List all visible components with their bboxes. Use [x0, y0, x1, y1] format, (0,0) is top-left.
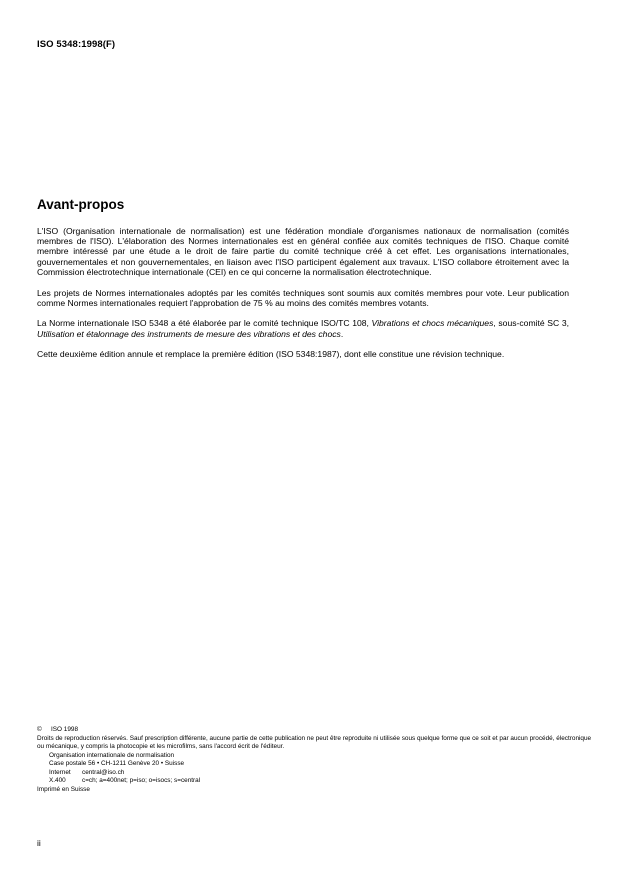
org-name: Organisation internationale de normalisation	[49, 751, 175, 759]
paragraph-iso-intro: L'ISO (Organisation internationale de normalisation) est une fédération mondiale d'organismes nationaux de normalisation (comités membres de l'ISO). L'élaboration des Normes internationales est en général confiée aux comités techniques de l'ISO. Chaque comité membre intéressé par une étude a le droit de faire partie du comité technique créé à cet effet. Les organisations internationales, gouvernementales et non gouvernementales, en liaison avec l'ISO participent également aux travaux. L'ISO collabore étroitement avec la Commission électrotechnique internationale (CEI) en ce qui concerne la normalisation électrotechnique.	[37, 226, 569, 277]
internet-label: Internet	[49, 768, 71, 776]
postal-address: Case postale 56 • CH-1211 Genève 20 • Suisse	[49, 760, 185, 767]
subcommittee-title: Utilisation et étalonnage des instruments de mesure des vibrations et des chocs	[37, 328, 341, 339]
page-number: ii	[37, 838, 41, 848]
rights-notice: Droits de reproduction réservés. Sauf prescription différente, aucune partie de cette publication ne peut être reproduite ni utilisée sous quelque forme que ce soit et par aucun procédé, électronique ou mécanique, y compris la photocopie et les microfilms, sans l'accord écrit de l'éditeur.	[37, 734, 592, 750]
committee-text-2: , sous-comité SC 3,	[493, 318, 570, 329]
committee-text-1: La Norme internationale ISO 5348 a été élaborée par le comité technique ISO/TC 108,	[37, 318, 372, 329]
internet-value: central@iso.ch	[82, 768, 125, 776]
paragraph-voting: Les projets de Normes internationales adoptés par les comités techniques sont soumis aux comités membres pour vote. Leur publication comme Normes internationales requiert l'approbation de 75 % au moins des comités membres votants.	[37, 287, 569, 308]
paragraph-edition: Cette deuxième édition annule et remplace la première édition (ISO 5348:1987), dont elle constitue une révision technique.	[37, 349, 505, 360]
x400-label: X.400	[49, 777, 66, 784]
x400-line	[37, 777, 597, 786]
foreword-body	[37, 226, 569, 370]
x400-value: c=ch; a=400net; p=iso; o=isocs; s=central	[82, 777, 201, 784]
section-title: Avant-propos	[37, 197, 125, 212]
printed-in: Imprimé en Suisse	[37, 785, 90, 793]
document-id: ISO 5348:1998(F)	[37, 39, 116, 50]
copyright-text: ISO 1998	[51, 726, 79, 733]
copyright-footer	[37, 726, 597, 794]
paragraph-committee	[37, 318, 569, 338]
committee-title: Vibrations et chocs mécaniques	[371, 318, 494, 329]
internet-line	[37, 769, 597, 778]
copyright-symbol: ©	[37, 726, 42, 733]
copyright-line	[37, 726, 597, 735]
committee-text-3: .	[340, 328, 344, 339]
